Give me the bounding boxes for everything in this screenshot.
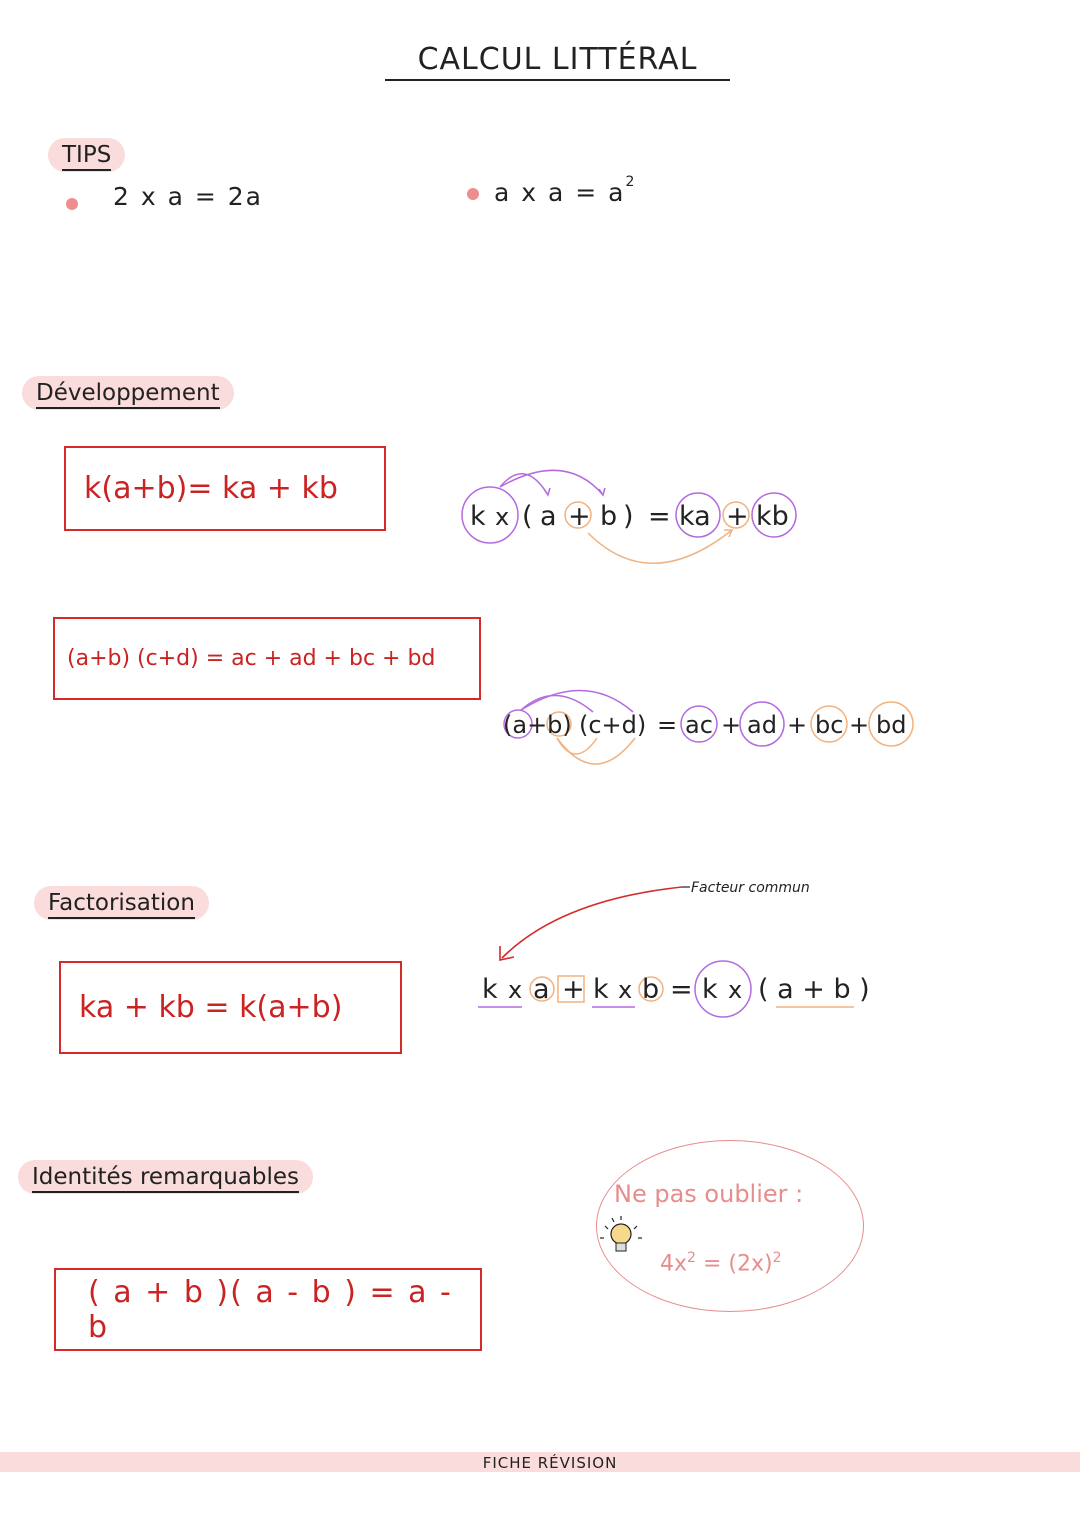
diagram-equals: = <box>657 711 678 739</box>
diagram-x: x <box>495 503 510 531</box>
diagram-bc: bc <box>815 711 844 739</box>
diagram-ac: ac <box>685 711 713 739</box>
diagram-k1: k <box>482 974 498 1005</box>
diagram-a: a <box>540 501 557 532</box>
factorisation-label: Factorisation <box>34 886 209 920</box>
developpement-label: Développement <box>22 376 234 410</box>
diagram-ka: ka <box>679 501 711 532</box>
arrow-plus-to-plus <box>588 530 732 563</box>
diagram-plus-1: + <box>721 711 742 739</box>
formula-box-factorisation <box>59 961 402 1054</box>
formula-box-distributivity <box>64 446 386 531</box>
diagram-equals: = <box>670 974 693 1005</box>
formula-factorisation: ka + kb = k(a+b) <box>79 990 343 1025</box>
diagram-b: b <box>642 974 660 1005</box>
diagram-k: k <box>470 501 486 532</box>
diagram-plus-2: + <box>726 501 749 532</box>
diagram-rest: ( a + b ) <box>758 974 870 1005</box>
diagram-bd: bd <box>876 711 907 739</box>
diagram-plus-3: + <box>849 711 870 739</box>
double-distributivity-diagram <box>495 680 925 780</box>
diagram-k3: k <box>702 974 718 1005</box>
diagram-ad: ad <box>747 711 777 739</box>
diagram-plus: + <box>562 974 585 1005</box>
arrow-facteur-commun <box>502 887 682 958</box>
reminder-formula: $4x^2 = (2x)^2$ <box>660 1250 782 1277</box>
formula-box-identite <box>54 1268 482 1351</box>
arrow-k-to-b <box>500 470 603 495</box>
tips-label: TIPS <box>48 138 125 172</box>
formula-double-distributivity: (a+b) (c+d) = ac + ad + bc + bd <box>67 646 436 671</box>
tip-item-1: 2 x a = 2a <box>113 182 263 211</box>
diagram-a: a <box>533 974 550 1005</box>
formula-identite: ( a + b )( a - b ) = a - b <box>88 1274 453 1345</box>
diagram-plus-2: + <box>787 711 808 739</box>
tip-item-2: a x $a = a^2$ <box>494 173 637 207</box>
diagram-x1: x <box>508 976 523 1004</box>
page-title: CALCUL LITTÉRAL <box>385 42 730 81</box>
lightbulb-icon <box>588 1212 650 1262</box>
formula-distributivity: k(a+b)= ka + kb <box>84 471 338 506</box>
diagram-equals: = <box>648 501 671 532</box>
formula-box-double-distributivity <box>53 617 481 700</box>
bullet-dot <box>467 188 479 200</box>
diagram-kb: kb <box>756 501 789 532</box>
diagram-plus: + <box>568 501 591 532</box>
factorisation-diagram <box>470 870 890 1040</box>
diagram-k2: k <box>593 974 609 1005</box>
reminder-heading: Ne pas oublier : <box>614 1180 804 1208</box>
distributivity-diagram <box>440 455 820 575</box>
diagram-x2: x <box>618 976 633 1004</box>
footer-label: FICHE RÉVISION <box>482 1454 618 1472</box>
diagram-x3: x <box>728 976 743 1004</box>
facteur-commun-annotation: Facteur commun <box>691 880 810 896</box>
diagram-open-paren: ( <box>522 501 533 532</box>
arrow-b-to-d <box>557 738 635 764</box>
bullet-dot <box>66 198 78 210</box>
diagram-close-paren: ) <box>623 501 634 532</box>
diagram-ab: (a+b) <box>503 711 572 739</box>
identites-label: Identités remarquables <box>18 1160 313 1194</box>
diagram-b: b <box>600 501 618 532</box>
diagram-cd: (c+d) <box>579 711 647 739</box>
arrow-k-to-a <box>500 474 548 495</box>
